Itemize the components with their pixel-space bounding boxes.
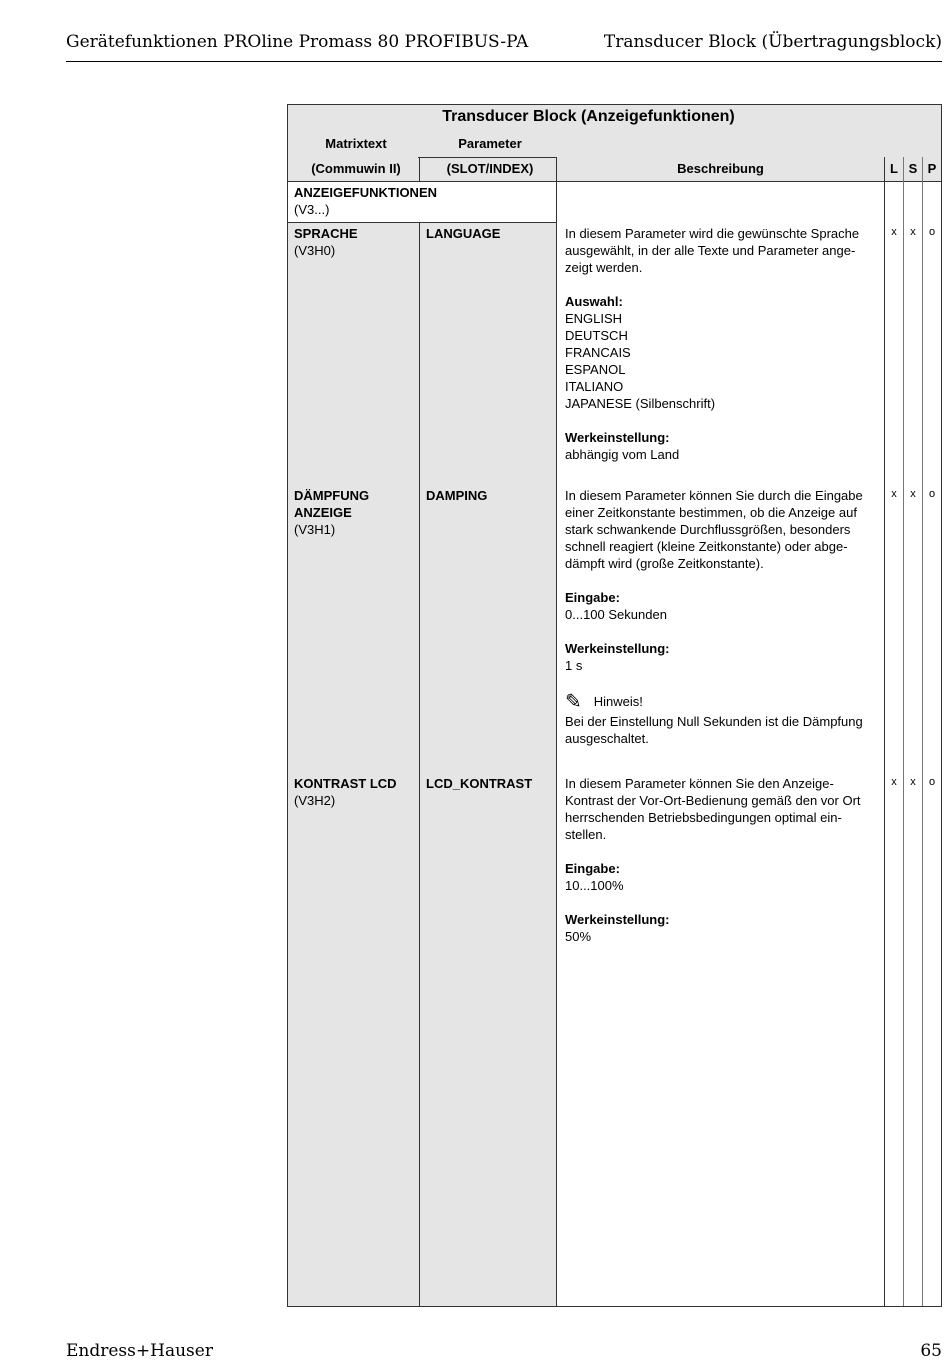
row-sprache-param: LANGUAGE — [426, 226, 501, 241]
header-section: Transducer Block (Übertragungsblock) — [603, 32, 942, 52]
row-daempfung-param: DAMPING — [426, 488, 488, 503]
desc-line: dämpft wird (große Zeitkonstante). — [565, 556, 764, 571]
desc-line: Kontrast der Vor-Ort-Bedienung gemäß den vor Ort — [565, 793, 861, 808]
group-name: ANZEIGEFUNKTIONEN — [294, 185, 437, 200]
col-matrix-label: Matrixtext — [325, 136, 387, 151]
default-value: 1 s — [565, 658, 583, 673]
row-daempfung-l: x — [891, 488, 897, 500]
desc-line: In diesem Parameter können Sie den Anzeige- — [565, 776, 834, 791]
header-title: Gerätefunktionen PROline Promass 80 PROFIBUS-PA — [66, 32, 529, 52]
col-s-label: S — [908, 161, 918, 176]
default-value: 50% — [565, 929, 592, 944]
row-daempfung-matrix: DÄMPFUNG — [294, 488, 370, 503]
row-sprache-description — [565, 225, 883, 463]
row-kontrast-code: (V3H2) — [294, 793, 336, 808]
desc-line: In diesem Parameter können Sie durch die Eingabe — [565, 488, 863, 503]
desc-line: stellen. — [565, 827, 607, 842]
option-item: ESPANOL — [565, 362, 626, 377]
footer-brand: Endress+Hauser — [66, 1341, 213, 1361]
default-label: Werkeinstellung: — [565, 641, 670, 656]
l-s-divider — [903, 157, 904, 1306]
option-item: DEUTSCH — [565, 328, 628, 343]
s-p-divider — [922, 157, 923, 1306]
option-item: FRANCAIS — [565, 345, 631, 360]
note-heading — [565, 691, 883, 713]
row-daempfung-s: x — [910, 488, 916, 500]
input-label: Eingabe: — [565, 590, 620, 605]
row-sprache-s: x — [910, 226, 916, 238]
row-daempfung-p: o — [928, 488, 936, 500]
col-l-label: L — [890, 161, 898, 176]
input-label: Eingabe: — [565, 861, 620, 876]
desc-line: schnell reagiert (kleine Zeitkonstante) oder abge- — [565, 539, 848, 554]
header-bottom-rule — [288, 181, 941, 182]
row-kontrast-param: LCD_KONTRAST — [426, 776, 533, 791]
desc-line: zeigt werden. — [565, 260, 643, 275]
table-title: Transducer Block (Anzeigefunktionen) — [442, 108, 735, 125]
page-header — [66, 30, 942, 62]
default-value: abhängig vom Land — [565, 447, 680, 462]
row-daempfung-code: (V3H1) — [294, 522, 336, 537]
option-item: ITALIANO — [565, 379, 624, 394]
input-range: 0...100 Sekunden — [565, 607, 667, 622]
desc-line: herrschenden Betriebsbedingungen optimal ein- — [565, 810, 842, 825]
group-code: (V3...) — [294, 202, 330, 217]
row-kontrast-l: x — [891, 776, 897, 788]
col-param-sublabel: (SLOT/INDEX) — [446, 161, 534, 176]
col-matrix-sublabel: (Commuwin II) — [311, 161, 401, 176]
row-kontrast-description — [565, 775, 883, 945]
page-number: 65 — [920, 1341, 942, 1361]
param-subrule — [418, 157, 557, 158]
desc-line: In diesem Parameter wird die gewünschte Sprache — [565, 226, 860, 241]
transducer-block-table — [287, 104, 942, 1307]
note-title: Hinweis! — [593, 694, 643, 709]
desc-line: einer Zeitkonstante bestimmen, ob die Anzeige auf — [565, 505, 857, 520]
option-item: ENGLISH — [565, 311, 623, 326]
col-p-label: P — [927, 161, 937, 176]
default-label: Werkeinstellung: — [565, 430, 670, 445]
desc-l-divider — [884, 157, 885, 1306]
row-kontrast-p: o — [928, 776, 936, 788]
row-sprache-p: o — [928, 226, 936, 238]
matrix-param-divider — [419, 223, 420, 1306]
left-columns-shading — [288, 223, 556, 1306]
row-sprache-l: x — [891, 226, 897, 238]
group-rule — [288, 222, 557, 223]
col-param-label: Parameter — [458, 136, 522, 151]
input-range: 10...100% — [565, 878, 624, 893]
note-line: Bei der Einstellung Null Sekunden ist die Dämpfung — [565, 714, 863, 729]
desc-line: stark schwankende Durchflussgrößen, besonders — [565, 522, 851, 537]
row-daempfung-description — [565, 487, 883, 747]
param-desc-divider — [556, 157, 557, 1306]
note-line: ausgeschaltet. — [565, 731, 649, 746]
default-label: Werkeinstellung: — [565, 912, 670, 927]
row-sprache-matrix: SPRACHE — [294, 226, 358, 241]
pencil-note-icon: ✎ — [565, 691, 582, 713]
row-daempfung-matrix-2: ANZEIGE — [294, 505, 352, 520]
desc-line: ausgewählt, in der alle Texte und Parameter ange- — [565, 243, 856, 258]
row-kontrast-matrix: KONTRAST LCD — [294, 776, 397, 791]
selection-label: Auswahl: — [565, 294, 623, 309]
row-kontrast-s: x — [910, 776, 916, 788]
option-item: JAPANESE (Silbenschrift) — [565, 396, 716, 411]
row-sprache-code: (V3H0) — [294, 243, 336, 258]
col-description-label: Beschreibung — [677, 161, 764, 176]
